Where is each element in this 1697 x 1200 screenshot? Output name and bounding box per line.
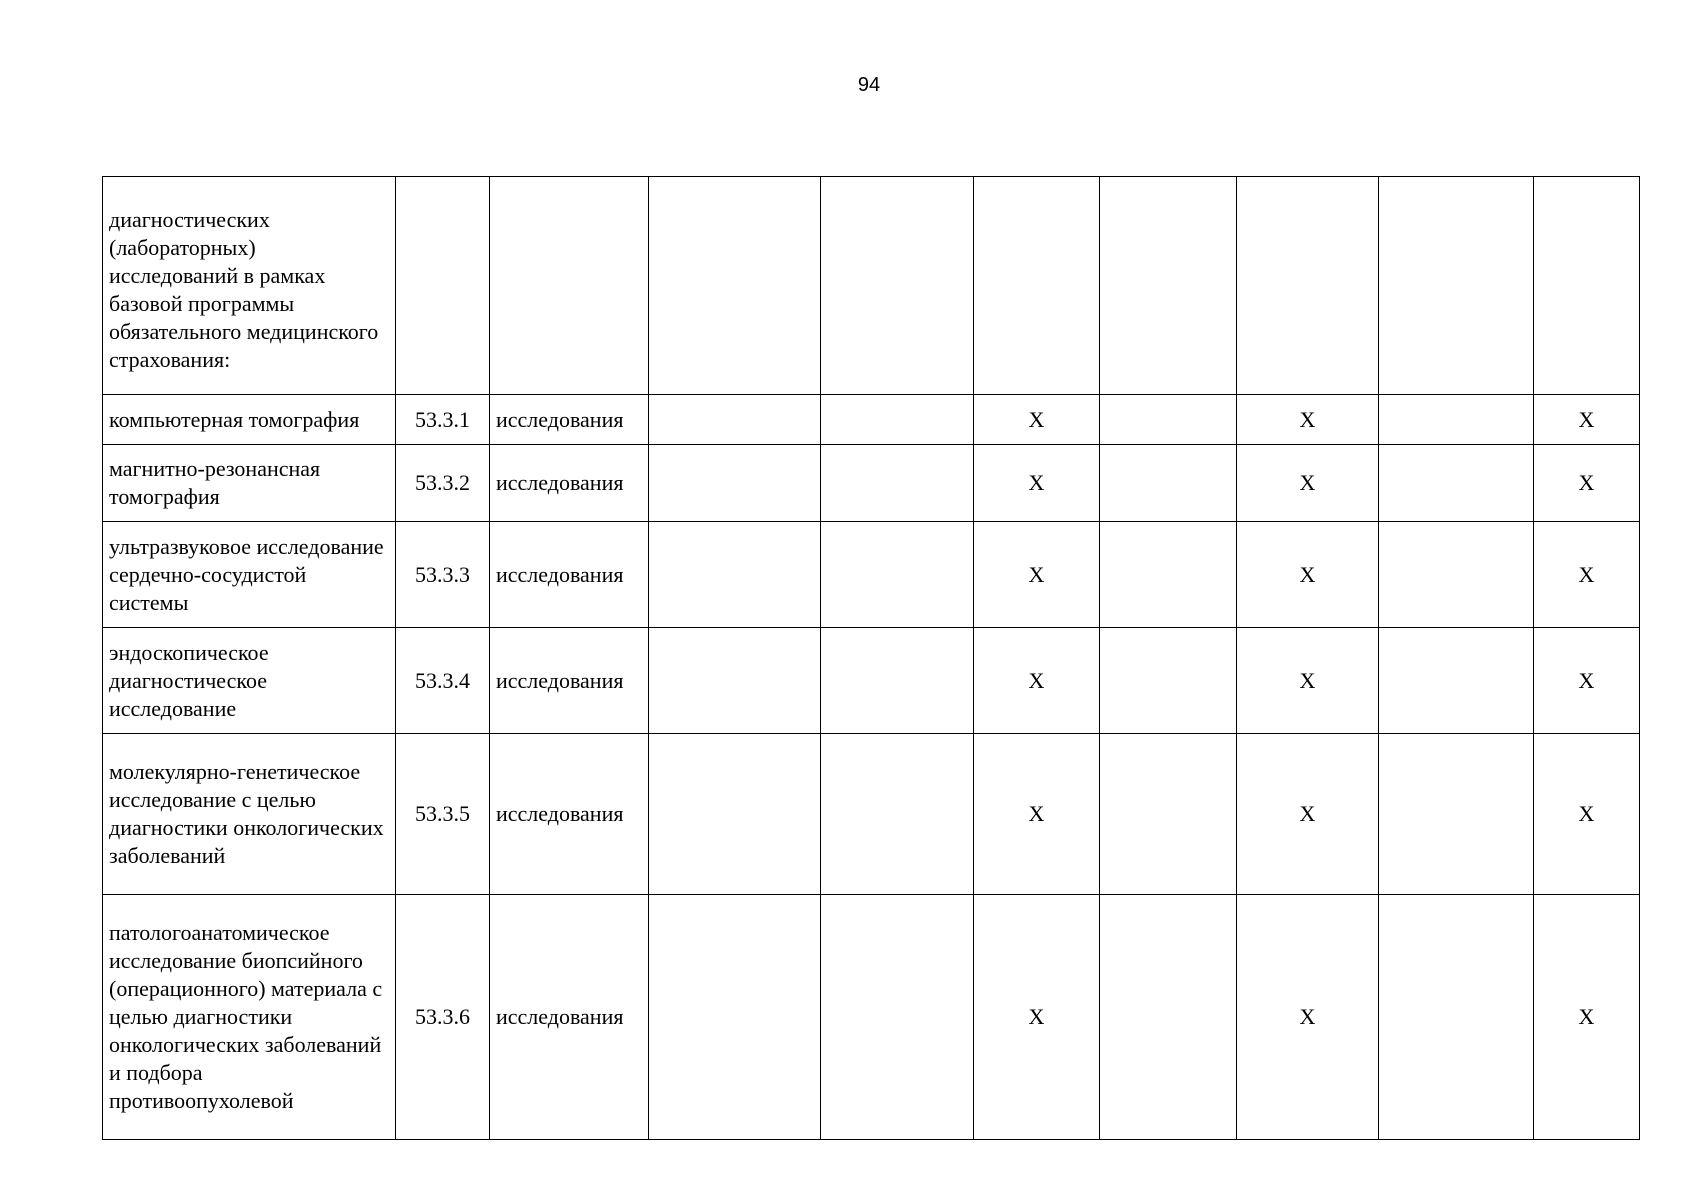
table-row [103, 445, 1640, 522]
empty-cell [490, 177, 649, 395]
x-mark-cell: Х [1534, 522, 1640, 628]
row-unit-cell: исследования [490, 445, 649, 522]
table-row [103, 628, 1640, 734]
empty-cell [1379, 522, 1534, 628]
empty-cell [1379, 395, 1534, 445]
row-code-cell: 53.3.6 [396, 895, 490, 1140]
x-mark-cell: Х [1534, 895, 1640, 1140]
row-name-cell: диагностических (лабораторных) исследований в рамках базовой программы обязательного медицинского страхования: [103, 177, 396, 395]
x-mark-cell: Х [974, 395, 1100, 445]
x-mark-cell: Х [1237, 734, 1379, 895]
empty-cell [649, 895, 821, 1140]
x-mark-cell: Х [1237, 522, 1379, 628]
empty-cell [821, 395, 974, 445]
empty-cell [821, 895, 974, 1140]
table-row [103, 734, 1640, 895]
x-mark-cell: Х [1534, 445, 1640, 522]
row-name-cell: эндоскопическое диагностическое исследование [103, 628, 396, 734]
x-mark-cell: Х [1237, 895, 1379, 1140]
empty-cell [1379, 895, 1534, 1140]
empty-cell [1100, 445, 1237, 522]
empty-cell [1379, 628, 1534, 734]
table-row-continuation [103, 177, 1640, 395]
table-row [103, 895, 1640, 1140]
services-table [102, 176, 1640, 1140]
x-mark-cell: Х [1237, 395, 1379, 445]
empty-cell [1100, 895, 1237, 1140]
row-code-cell: 53.3.3 [396, 522, 490, 628]
empty-cell [1379, 177, 1534, 395]
row-name-cell: молекулярно-генетическое исследование с целью диагностики онкологических заболеваний [103, 734, 396, 895]
x-mark-cell: Х [1237, 628, 1379, 734]
row-unit-cell: исследования [490, 628, 649, 734]
empty-cell [649, 445, 821, 522]
empty-cell [1379, 445, 1534, 522]
row-unit-cell: исследования [490, 522, 649, 628]
empty-cell [649, 522, 821, 628]
empty-cell [1534, 177, 1640, 395]
empty-cell [649, 395, 821, 445]
x-mark-cell: Х [974, 522, 1100, 628]
empty-cell [821, 522, 974, 628]
x-mark-cell: Х [974, 445, 1100, 522]
row-unit-cell: исследования [490, 734, 649, 895]
empty-cell [821, 734, 974, 895]
empty-cell [821, 445, 974, 522]
x-mark-cell: Х [1534, 628, 1640, 734]
empty-cell [396, 177, 490, 395]
table-row [103, 522, 1640, 628]
row-name-cell: магнитно-резонансная томография [103, 445, 396, 522]
row-name-cell: компьютерная томография [103, 395, 396, 445]
table-row [103, 395, 1640, 445]
row-unit-cell: исследования [490, 895, 649, 1140]
row-code-cell: 53.3.5 [396, 734, 490, 895]
row-code-cell: 53.3.1 [396, 395, 490, 445]
empty-cell [1100, 522, 1237, 628]
empty-cell [649, 628, 821, 734]
row-name-cell: ультразвуковое исследование сердечно-сосудистой системы [103, 522, 396, 628]
x-mark-cell: Х [974, 895, 1100, 1140]
empty-cell [821, 628, 974, 734]
row-name-cell: патологоанатомическое исследование биопсийного (операционного) материала с целью диагностики онкологических заболеваний и подбора противоопухолевой [103, 895, 396, 1140]
empty-cell [649, 734, 821, 895]
empty-cell [1237, 177, 1379, 395]
row-code-cell: 53.3.4 [396, 628, 490, 734]
x-mark-cell: Х [1237, 445, 1379, 522]
empty-cell [1100, 395, 1237, 445]
page-number: 94 [857, 74, 881, 96]
empty-cell [821, 177, 974, 395]
x-mark-cell: Х [974, 628, 1100, 734]
row-code-cell: 53.3.2 [396, 445, 490, 522]
empty-cell [1100, 177, 1237, 395]
empty-cell [1100, 628, 1237, 734]
empty-cell [1100, 734, 1237, 895]
empty-cell [1379, 734, 1534, 895]
x-mark-cell: Х [1534, 734, 1640, 895]
empty-cell [974, 177, 1100, 395]
x-mark-cell: Х [1534, 395, 1640, 445]
row-unit-cell: исследования [490, 395, 649, 445]
empty-cell [649, 177, 821, 395]
x-mark-cell: Х [974, 734, 1100, 895]
